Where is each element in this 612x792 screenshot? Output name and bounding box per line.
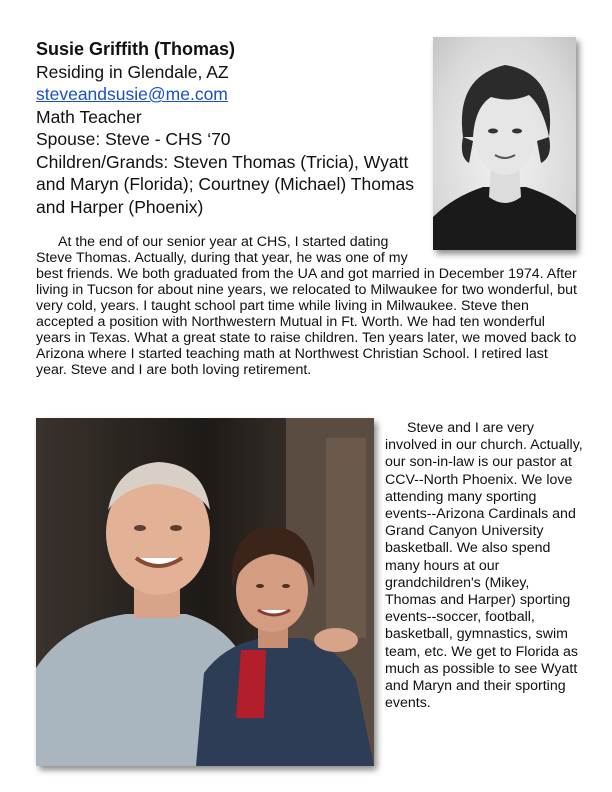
story-paragraph-2: [385, 420, 583, 712]
profile-header: [36, 38, 426, 218]
profile-email-link[interactable]: steveandsusie@me.com: [36, 84, 228, 104]
story-paragraph-1-text: At the end of our senior year at CHS, I started dating Steve Thomas. Actually, during that year, he was one of my best friends. We both graduated from the UA and got married in December 1974. After living in Tucson for about nine years, we relocated to Milwaukee for two wonderful, but very cold, years. I taught school part time while living in Milwaukee. Steve then accepted a position with Northwestern Mutual in Ft. Worth. We had ten wonderful years in Texas. What a great state to raise children. Ten years later, we moved back to Arizona where I started teaching math at Northwest Christian School. I retired last year. Steve and I are both loving retirement.: [36, 234, 577, 378]
couple-photo: [36, 418, 374, 766]
profile-name: Susie Griffith (Thomas): [36, 39, 236, 59]
profile-children: Children/Grands: Steven Thomas (Tricia), Wyatt and Maryn (Florida); Courtney (Michael) Thomas and Harper (Phoenix): [36, 151, 415, 217]
story-paragraph-2-text: Steve and I are very involved in our church. Actually, our son-in-law is our pastor at CCV--North Phoenix. We love attending many sporting events--Arizona Cardinals and Grand Canyon University basketball. We also spend many hours at our grandchildren's (Mikey, Thomas and Harper) sporting events--soccer, football, basketball, gymnastics, swim team, etc. We get to Florida as much as possible to see Wyatt and Maryn and their sporting events.: [385, 420, 583, 712]
profile-residence: Residing in Glendale, AZ: [36, 61, 229, 82]
portrait-illustration: [433, 37, 576, 250]
story-paragraph-1: [36, 234, 582, 378]
profile-occupation: Math Teacher: [36, 106, 142, 127]
yearbook-portrait-photo: [433, 37, 576, 250]
couple-illustration: [36, 418, 374, 766]
profile-spouse: Spouse: Steve - CHS ‘70: [36, 129, 231, 149]
